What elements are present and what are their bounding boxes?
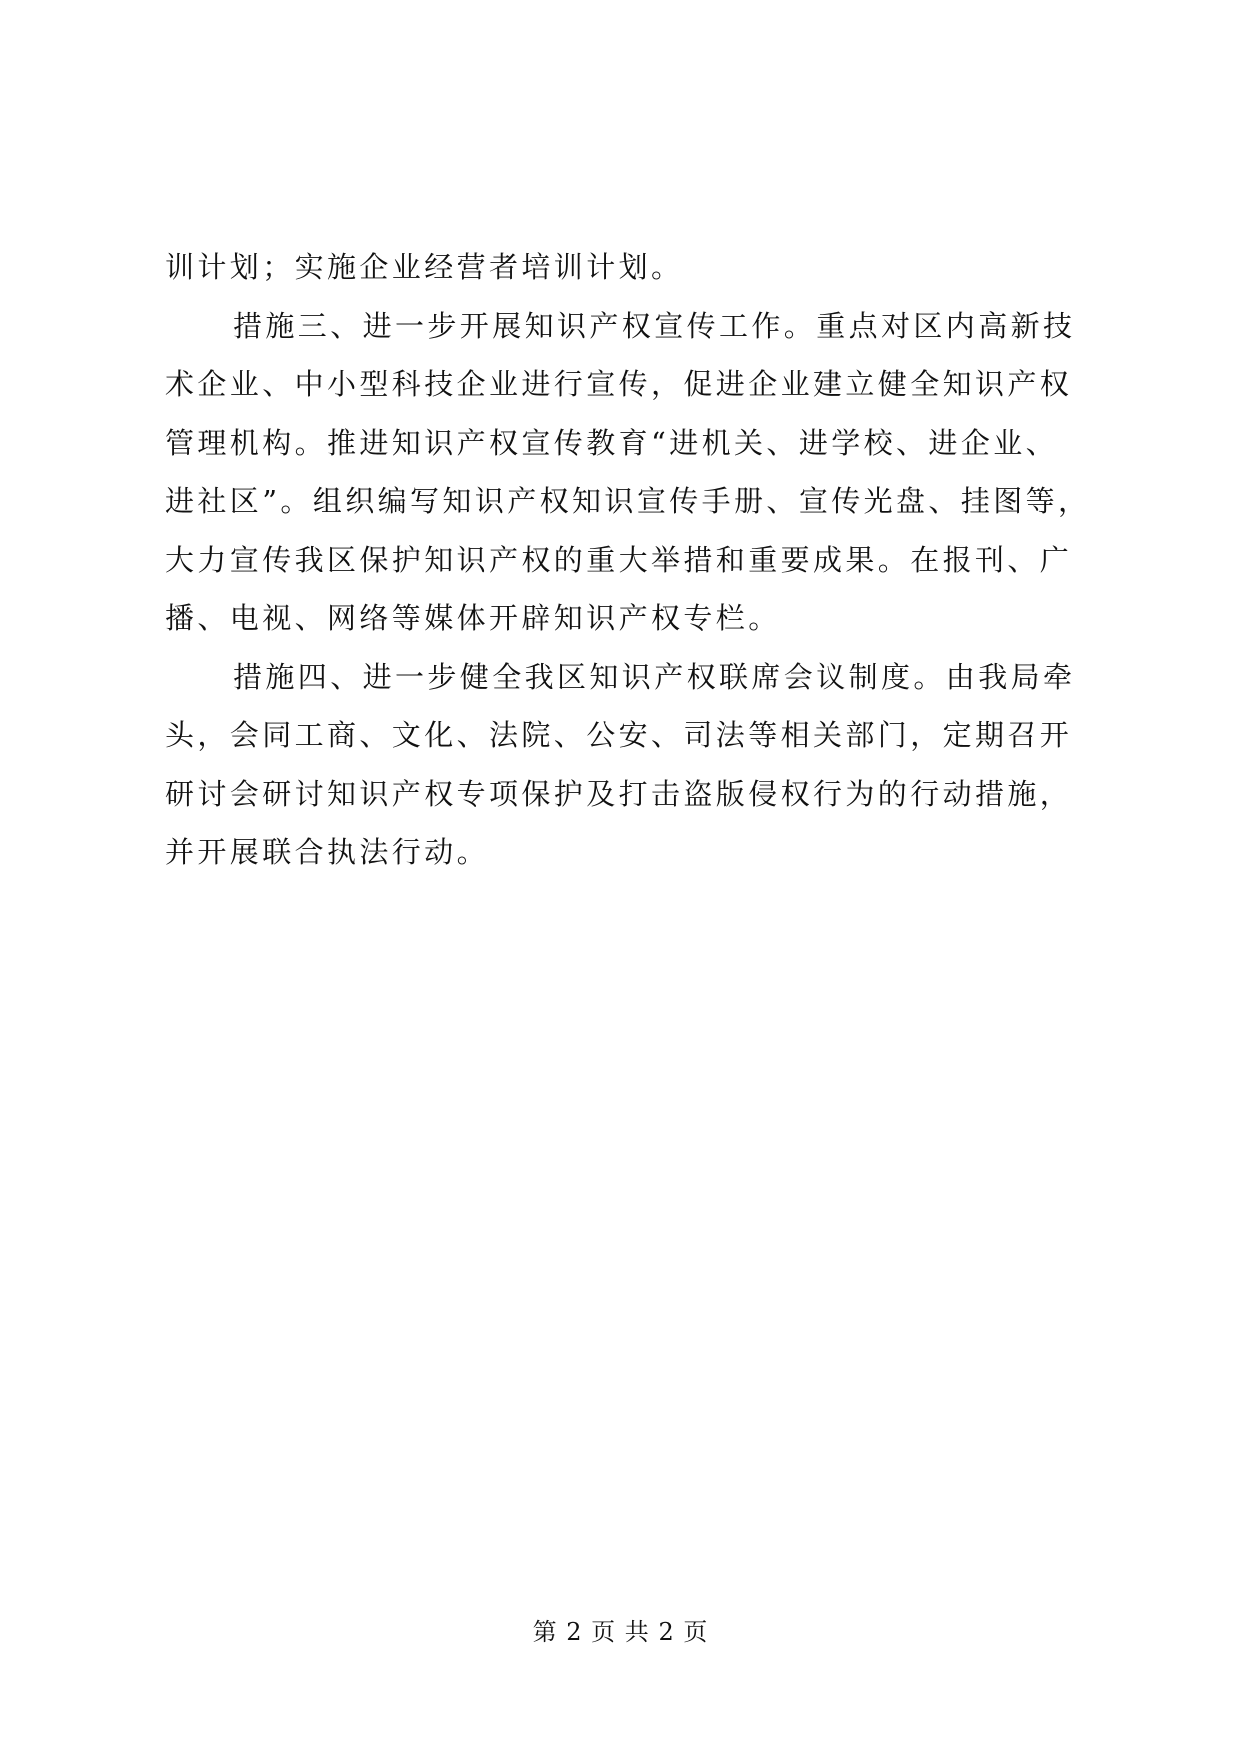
paragraph-measure-3-line-5: 大力宣传我区保护知识产权的重大举措和重要成果。在报刊、广 [165, 542, 1073, 577]
text-line-1: 训计划；实施企业经营者培训计划。 [165, 250, 684, 284]
paragraph-measure-3-line-4: 进社区”。组织编写知识产权知识宣传手册、宣传光盘、挂图等， [165, 484, 1091, 518]
paragraph-measure-4-line-1: 措施四、进一步健全我区知识产权联席会议制度。由我局牵 [233, 659, 1076, 694]
paragraph-measure-3-line-3: 管理机构。推进知识产权宣传教育“进机关、进学校、进企业、 [165, 425, 1059, 460]
document-body [165, 238, 1091, 882]
paragraph-measure-4-line-4: 并开展联合执法行动。 [165, 835, 490, 869]
paragraph-measure-4-line-3: 研讨会研讨知识产权专项保护及打击盗版侵权行为的行动措施， [165, 776, 1073, 811]
paragraph-measure-3-line-1: 措施三、进一步开展知识产权宣传工作。重点对区内高新技 [233, 308, 1076, 343]
paragraph-measure-3-line-6: 播、电视、网络等媒体开辟知识产权专栏。 [165, 601, 781, 635]
paragraph-measure-3-line-2: 术企业、中小型科技企业进行宣传，促进企业建立健全知识产权 [165, 367, 1073, 401]
paragraph-measure-4-line-2: 头，会同工商、文化、法院、公安、司法等相关部门，定期召开 [165, 718, 1073, 752]
page-number-footer: 第 2 页 共 2 页 [532, 1618, 709, 1646]
